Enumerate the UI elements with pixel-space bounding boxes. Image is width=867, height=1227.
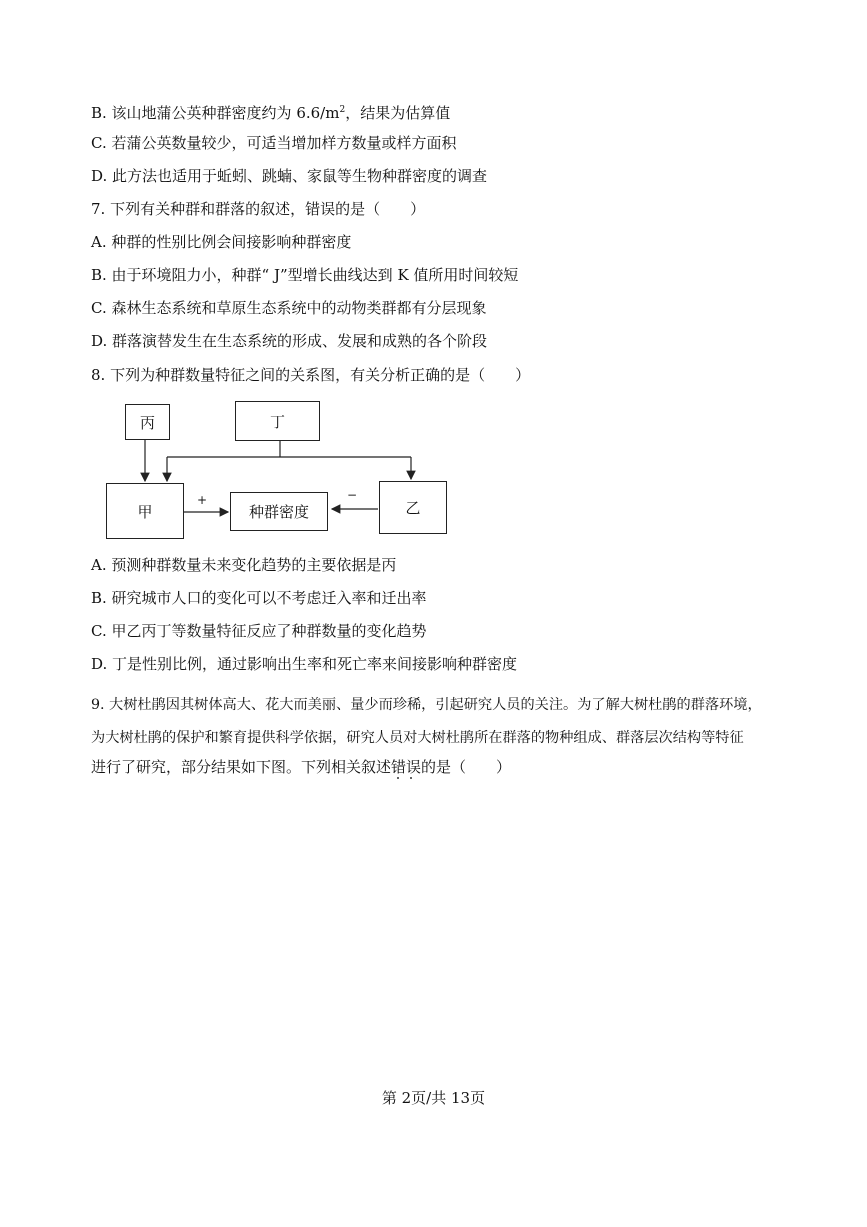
box-population-density: 种群密度 (230, 492, 328, 531)
superscript: 2 (339, 105, 346, 115)
q8-option-a: A. 预测种群数量未来变化趋势的主要依据是丙 (91, 556, 397, 574)
q8-option-d: D. 丁是性别比例，通过影响出生率和死亡率来间接影响种群密度 (91, 655, 518, 673)
box-bing: 丙 (125, 404, 170, 440)
q7-option-c: C. 森林生态系统和草原生态系统中的动物类群都有分层现象 (91, 299, 487, 317)
q9-stem-line-1: 9. 大树杜鹃因其树体高大、花大而美丽、量少而珍稀，引起研究人员的关注。为了解大树杜鹃的群落环境， (91, 697, 762, 713)
minus-sign: − (347, 488, 358, 502)
q9-stem-line-2: 为大树杜鹃的保护和繁育提供科学依据，研究人员对大树杜鹃所在群落的物种组成、群落层次结构等特征 (91, 730, 744, 746)
q8-stem: 8. 下列为种群数量特征之间的关系图，有关分析正确的是（ ） (91, 366, 531, 384)
emphasis-dot (410, 777, 412, 779)
q8-option-b: B. 研究城市人口的变化可以不考虑迁入率和迁出率 (91, 589, 427, 607)
emphasis-dot (397, 777, 399, 779)
box-jia: 甲 (106, 483, 184, 539)
plus-sign: + (197, 493, 208, 507)
q7-stem: 7. 下列有关种群和群落的叙述，错误的是（ ） (91, 200, 426, 218)
q7-option-a: A. 种群的性别比例会间接影响种群密度 (91, 233, 352, 251)
box-ding: 丁 (235, 401, 320, 441)
q6-option-c: C. 若蒲公英数量较少，可适当增加样方数量或样方面积 (91, 134, 457, 152)
q9-stem-line-3: 进行了研究，部分结果如下图。下列相关叙述错误的是（ ） (91, 758, 512, 776)
q7-option-d: D. 群落演替发生在生态系统的形成、发展和成熟的各个阶段 (91, 332, 488, 350)
q7-option-b: B. 由于环境阻力小，种群“ J”型增长曲线达到 K 值所用时间较短 (91, 266, 519, 284)
q6-option-d: D. 此方法也适用于蚯蚓、跳蝻、家鼠等生物种群密度的调查 (91, 167, 488, 185)
box-yi: 乙 (379, 481, 447, 534)
page-footer: 第 2页/共 13页 (381, 1089, 486, 1107)
q8-option-c: C. 甲乙丙丁等数量特征反应了种群数量的变化趋势 (91, 622, 427, 640)
q6-option-b: B. 该山地蒲公英种群密度约为 $6.6/m^2$，结果为估算值 (91, 104, 451, 122)
